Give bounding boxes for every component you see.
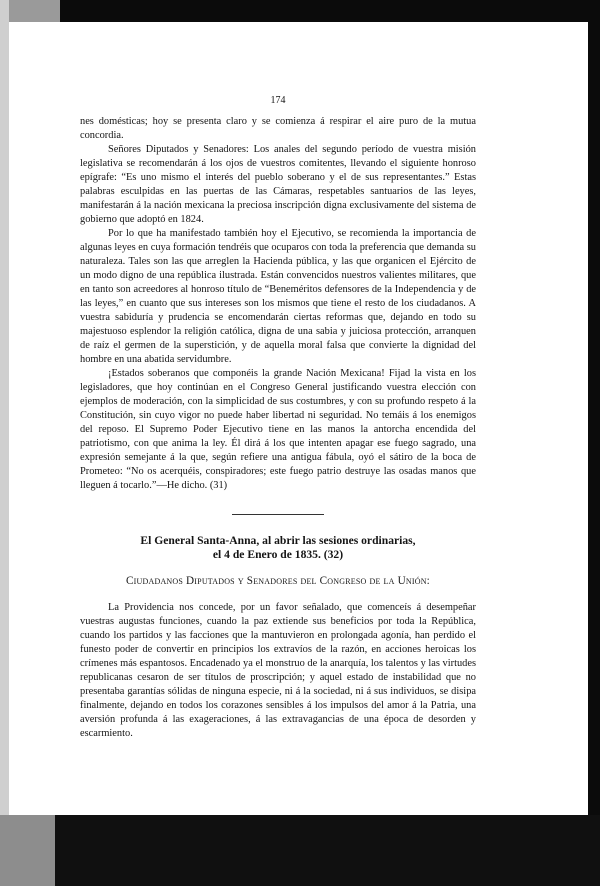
section-heading-line-2: el 4 de Enero de 1835. (32) <box>212 548 344 561</box>
salutation: Ciudadanos Diputados y Senadores del Congreso de la Unión: <box>126 575 430 587</box>
page-number: 174 <box>270 95 286 106</box>
scan-border-right <box>588 0 600 886</box>
section-divider <box>232 514 324 515</box>
scan-border-bottom <box>0 815 600 886</box>
paragraph: Señores Diputados y Senadores: Los anales del segundo período de vuestra misión legislativa se recomendarán á los ojos de vuestros comitentes, llevando el siguiente honroso epígrafe: “Es uno mismo el interés del pueblo soberano y el de sus representantes.” Estas palabras esculpidas en las puertas de las Cámaras, respetables santuarios de las leyes, manifestarán á la nación mexicana la preciosa inscripción digna exclusivamente del sistema de gobierno que adoptó en 1824. <box>80 144 476 225</box>
section-heading <box>80 534 476 562</box>
paragraph: Por lo que ha manifestado también hoy el Ejecutivo, se recomienda la importancia de algunas leyes en cuya formación tendréis que ocuparos con toda la preferencia que demanda su naturaleza. Tales son las que arreglen la Hacienda pública, y las que organicen el Ejército de un modo digno de una república ilustrada. Están convencidos nuestros valientes militares, que en tanto son acreedores al honroso título de “Beneméritos defensores de la Independencia y de las leyes,” en cuanto que sus intereses son los mismos que tiene el resto de los ciudadanos. A vuestra sabiduría y prudencia se encomendarán ciertas reformas que, dejando en todo su majestuoso esplendor la religión católica, digna de una sabia y juiciosa protección, arranquen de raíz el germen de la superstición, y de aquella moral falsa que convierte la dignidad del hombre en una abatida servidumbre. <box>80 228 476 365</box>
paragraph-continuation: nes domésticas; hoy se presenta claro y se comienza á respirar el aire puro de la mutua concordia. <box>80 116 476 141</box>
paragraph: ¡Estados soberanos que componéis la grande Nación Mexicana! Fijad la vista en los legisladores, que hoy continúan en el Congreso General justificando vuestra elección con ejemplos de moderación, con la simplicidad de sus costumbres, y con su profundo respeto á la Constitución, sin cuyo vigor no puede haber libertad ni seguridad. No temáis á los enemigos del reposo. El Supremo Poder Ejecutivo tiene en las manos la antorcha encendida del patriotismo, con que anima la ley. Él dirá á los que intenten apagar ese fuego sagrado, una expresión semejante á la que, según refiere una antigua fábula, oyó el sátiro de la boca de Prometeo: “No os acerquéis, conspiradores; este fuego patrio destruye las osadas manos que lleguen á tocarlo.”—He dicho. (31) <box>80 368 476 491</box>
section-heading-line-1: El General Santa-Anna, al abrir las sesiones ordinarias, <box>140 534 416 547</box>
page-content <box>80 95 476 741</box>
scan-border-left <box>0 0 9 886</box>
paragraph: La Providencia nos concede, por un favor señalado, que comenceís á desempeñar vuestras augustas funciones, cuando la paz extiende sus beneficios por toda la República, cuando los partidos y las facciones que la mantuvieron en prolongada agonía, han perdido el funesto poder de convertir en principios los extravíos de la razón, en acciones heroicas los crímenes más espantosos. Encadenado ya el monstruo de la anarquía, los talentos y las virtudes republicanas cesaron de ser títulos de proscripción; y aquel estado de instabilidad que no presentaba garantías sólidas de ninguna especie, ni á la sociedad, ni á sus individuos, se disipa finalmente, dejando en todos los corazones sensibles á los impulsos del amor á la Patria, una aversión profunda á las exageraciones, á las extravagancias de una época de desorden y escarmiento. <box>80 602 476 739</box>
scan-border-top <box>0 0 600 22</box>
